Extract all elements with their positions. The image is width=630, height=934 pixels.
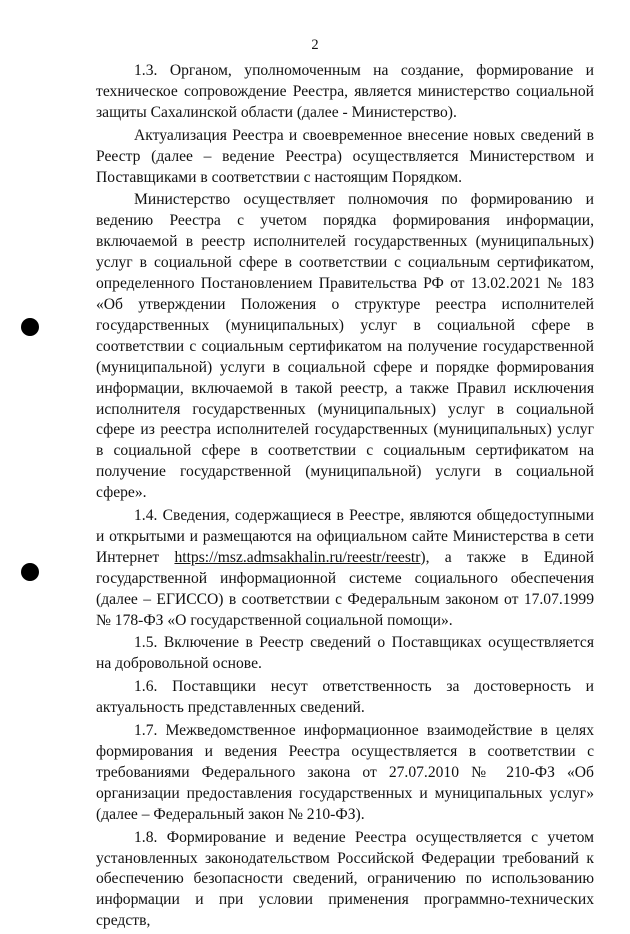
paragraph-1-5: 1.5. Включение в Реестр сведений о Поставщиках осуществляется на добровольной основе. bbox=[96, 634, 594, 673]
paragraph-1-7: 1.7. Межведомственное информационное взаимодействие в целях формирования и ведения Реестра осуществляется в соответствии с требованиями Федерального закона от 27.07.2010 № 210-ФЗ «Об организации предоставления государственных и муниципальных услуг» (далее – Федеральный закон № 210-ФЗ). bbox=[96, 722, 594, 823]
paragraph-1-4 bbox=[96, 506, 594, 631]
punch-hole-mark bbox=[21, 563, 39, 581]
registry-url-link[interactable]: https://msz.admsakhalin.ru/reestr/reestr bbox=[174, 548, 421, 566]
punch-hole-mark bbox=[21, 318, 39, 336]
paragraph-actualization: Актуализация Реестра и своевременное внесение новых сведений в Реестр (далее – ведение Реестра) осуществляется Министерством и Поставщиками в соответствии с настоящим Порядком. bbox=[96, 126, 594, 186]
paragraph-text: ), а также в Единой государственной информационной системе социального обеспечения (далее – ЕГИССО) в соответствии с Федеральным законом от 17.07.1999 № 178-ФЗ «О государственной социальной помощи». bbox=[96, 548, 594, 629]
paragraph-1-3: 1.3. Органом, уполномоченным на создание, формирование и техническое сопровождение Реестра, является министерство социальной защиты Сахалинской области (далее - Министерство). bbox=[96, 62, 594, 121]
paragraph-1-6: 1.6. Поставщики несут ответственность за достоверность и актуальность представленных сведений. bbox=[96, 678, 594, 717]
paragraph-ministry-powers: Министерство осуществляет полномочия по формированию и ведению Реестра с учетом порядка формирования информации, включаемой в реестр исполнителей государственных (муниципальных) услуг в социальной сфере в соответствии с социальным сертификатом, определенного Постановлением Правительства РФ от 13.02.2021 № 183 «Об утверждении Положения о структуре реестра исполнителей государственных (муниципальных) услуг в социальной сфере в соответствии с социальным сертификатом на получение государственной (муниципальной) услуги в социальной сфере и порядке формирования информации, включаемой в такой реестр, а также Правил исключения исполнителя государственных (муниципальных) услуг в социальной сфере из реестра исполнителей государственных (муниципальных) услуг в социальной сфере в соответствии с социальным сертификатом на получение государственной (муниципальной) услуги в социальной сфере». bbox=[96, 191, 594, 502]
page-number: 2 bbox=[311, 37, 319, 53]
document-body bbox=[96, 61, 594, 934]
paragraph-text: 1.4. Сведения, содержащиеся в Реестре, являются общедоступными и открытыми и размещаются на официальном сайте Министерства в сети Интернет bbox=[96, 507, 594, 566]
paragraph-1-8: 1.8. Формирование и ведение Реестра осуществляется с учетом установленных законодательством Российской Федерации требований к обеспечению безопасности сведений, ограничению по использованию информации и при условии применения программно-технических средств, bbox=[96, 828, 594, 930]
